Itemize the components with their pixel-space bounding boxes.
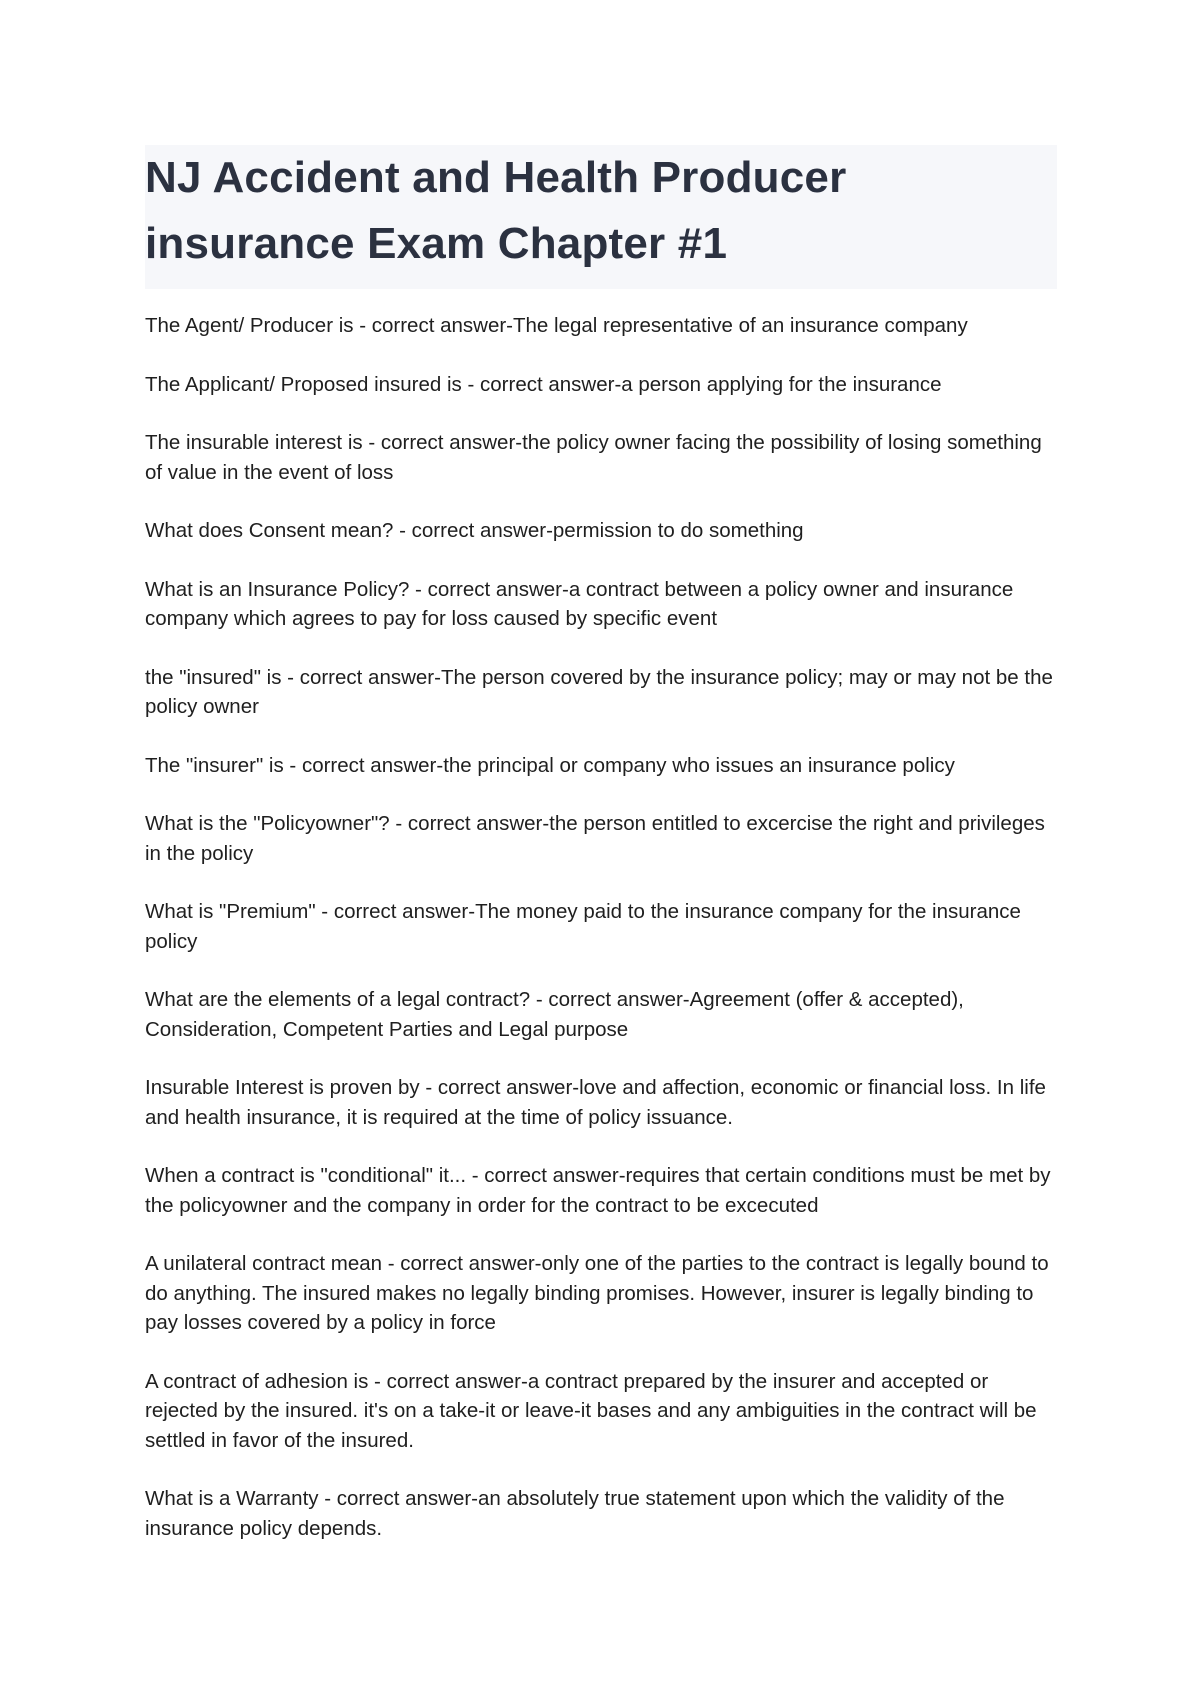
page-title: NJ Accident and Health Producer insurance Exam Chapter #1 bbox=[145, 153, 847, 268]
qa-item: the "insured" is - correct answer-The person covered by the insurance policy; may or may not be the policy owner bbox=[145, 665, 1053, 718]
qa-item: What is the "Policyowner"? - correct answer-the person entitled to excercise the right and privileges in the policy bbox=[145, 812, 1045, 865]
qa-item: The insurable interest is - correct answer-the policy owner facing the possibility of losing something of value in the event of loss bbox=[145, 431, 1042, 484]
qa-item: What does Consent mean? - correct answer-permission to do something bbox=[145, 519, 804, 542]
qa-item: The Applicant/ Proposed insured is - correct answer-a person applying for the insurance bbox=[145, 372, 942, 396]
qa-item: When a contract is "conditional" it... - correct answer-requires that certain conditions must be met by the policyowner and the company in order for the contract to be excecuted bbox=[145, 1164, 1051, 1217]
qa-item: The Agent/ Producer is - correct answer-The legal representative of an insurance company bbox=[145, 314, 968, 337]
qa-item: What is "Premium" - correct answer-The money paid to the insurance company for the insurance policy bbox=[145, 900, 1021, 953]
qa-item: What is a Warranty - correct answer-an absolutely true statement upon which the validity of the insurance policy depends. bbox=[145, 1487, 1005, 1540]
qa-item: What are the elements of a legal contract? - correct answer-Agreement (offer & accepted), Consideration, Competent Parties and Legal purpose bbox=[145, 988, 964, 1041]
qa-item: What is an Insurance Policy? - correct answer-a contract between a policy owner and insurance company which agrees to pay for loss caused by specific event bbox=[145, 577, 1014, 630]
qa-list bbox=[145, 311, 1057, 1543]
qa-item: A unilateral contract mean - correct answer-only one of the parties to the contract is legally bound to do anything. The insured makes no legally binding promises. However, insurer is legally binding to pay losses covered by a policy in force bbox=[145, 1252, 1049, 1334]
qa-item: A contract of adhesion is - correct answer-a contract prepared by the insurer and accepted or rejected by the insured. it's on a take-it or leave-it bases and any ambiguities in the contract will be settled in favor of the insured. bbox=[145, 1369, 1037, 1452]
qa-item: Insurable Interest is proven by - correct answer-love and affection, economic or financial loss. In life and health insurance, it is required at the time of policy issuance. bbox=[145, 1076, 1046, 1129]
qa-item: The "insurer" is - correct answer-the principal or company who issues an insurance policy bbox=[145, 753, 955, 777]
document-page bbox=[145, 145, 1057, 1572]
title-block bbox=[145, 145, 1057, 289]
